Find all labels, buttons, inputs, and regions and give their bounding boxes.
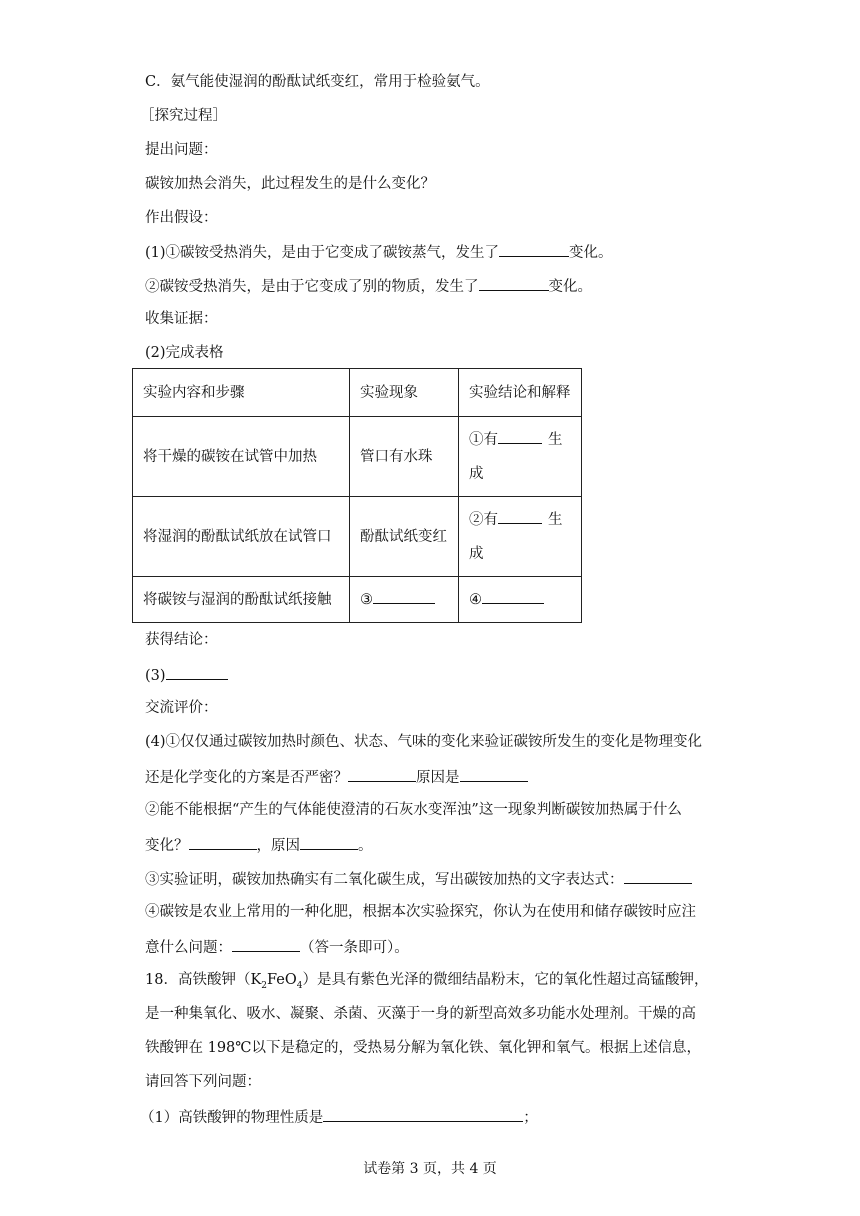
table-cell-step: 将干燥的碳铵在试管中加热	[133, 417, 350, 497]
eval-4-line	[145, 936, 409, 958]
table-cell-phenomenon: 酚酞试纸变红	[350, 497, 459, 577]
q18-part-1-tail: ；	[523, 1110, 538, 1126]
table-row	[133, 417, 582, 497]
l4: 碳铵加热会消失，此过程发生的是什么变化？	[145, 176, 435, 192]
conclusion-a: ②有	[469, 511, 498, 528]
experiment-table	[132, 368, 582, 623]
l23: 请回答下列问题：	[145, 1074, 261, 1090]
blank[interactable]	[189, 834, 257, 850]
eval-1-reason: 原因是	[416, 770, 460, 786]
hypothesis-2-text: ②碳铵受热消失，是由于它变成了别的物质，发生了	[145, 279, 479, 295]
blank[interactable]	[300, 834, 358, 850]
table-cell-conclusion	[459, 577, 582, 623]
eval-1-line	[145, 766, 528, 788]
q18-sub-2: 4	[296, 980, 303, 991]
table-row	[133, 497, 582, 577]
eval-1-text: 还是化学变化的方案是否严密？	[145, 770, 348, 786]
l2: ［探究过程］	[140, 108, 227, 124]
table-row	[133, 577, 582, 623]
table-header: 实验内容和步骤	[133, 369, 350, 417]
eval-3-line	[145, 868, 692, 890]
eval-2-line	[145, 834, 373, 856]
table-header: 实验现象	[350, 369, 459, 417]
table-header-row	[133, 369, 582, 417]
l9: (2)完成表格	[145, 345, 224, 361]
eval-2-tail: 。	[358, 838, 373, 854]
blank[interactable]	[373, 588, 435, 604]
blank[interactable]	[499, 241, 569, 257]
conclusion-b: 生	[548, 511, 563, 528]
hypothesis-1	[145, 241, 613, 263]
blank[interactable]	[498, 428, 542, 444]
l5: 作出假设：	[145, 210, 218, 226]
blank[interactable]	[460, 766, 528, 782]
blank[interactable]	[323, 1106, 523, 1122]
table-cell-conclusion	[459, 497, 582, 577]
hypothesis-2	[145, 275, 592, 297]
conclusion-c: 成	[469, 465, 484, 482]
conclusion-a: ①有	[469, 431, 498, 448]
l1: C．氨气能使湿润的酚酞试纸变红，常用于检验氨气。	[145, 74, 490, 90]
l15: ②能不能根据“产生的气体能使澄清的石灰水变浑浊”这一现象判断碳铵加热属于什么	[145, 802, 682, 818]
l8: 收集证据：	[145, 311, 218, 327]
l22: 铁酸钾在 198℃以下是稳定的，受热易分解为氧化铁、氧化钾和氧气。根据上述信息，	[145, 1040, 702, 1056]
q18-text-a: 18．高铁酸钾（K	[145, 972, 262, 988]
conclusion-a: ④	[469, 591, 482, 608]
table-cell-step: 将湿润的酚酞试纸放在试管口	[133, 497, 350, 577]
l12: 交流评价：	[145, 700, 218, 716]
eval-2-text: 变化？	[145, 838, 189, 854]
eval-3-text: ③实验证明，碳铵加热确实有二氧化碳生成，写出碳铵加热的文字表达式：	[145, 872, 624, 888]
q18-sub-1: 2	[261, 980, 268, 991]
q18-part-1-text: （1）高铁酸钾的物理性质是	[140, 1110, 324, 1126]
table-cell-step: 将碳铵与湿润的酚酞试纸接触	[133, 577, 350, 623]
table-cell-phenomenon: 管口有水珠	[350, 417, 459, 497]
eval-4-text: 意什么问题：	[145, 940, 232, 956]
table-cell-conclusion	[459, 417, 582, 497]
l18: ④碳铵是农业上常用的一种化肥，根据本次实验探究，你认为在使用和储存碳铵时应注	[145, 904, 696, 920]
l3: 提出问题：	[145, 142, 218, 158]
eval-2-reason: ，原因	[256, 838, 300, 854]
page-footer: 试卷第 3 页，共 4 页	[363, 1161, 497, 1177]
table-cell-phenomenon	[350, 577, 459, 623]
l10: 获得结论：	[145, 632, 218, 648]
l13: (4)①仅仅通过碳铵加热时颜色、状态、气味的变化来验证碳铵所发生的变化是物理变化	[145, 734, 703, 750]
blank[interactable]	[498, 508, 542, 524]
q18-part-1-line	[140, 1106, 538, 1128]
conclusion-b: 生	[548, 431, 563, 448]
blank[interactable]	[232, 936, 300, 952]
q18-text-b: FeO	[267, 972, 297, 988]
blank[interactable]	[348, 766, 416, 782]
conclusion-line	[145, 664, 228, 686]
question-18-line	[145, 970, 709, 996]
hypothesis-1-tail: 变化。	[569, 245, 613, 261]
conclusion-c: 成	[469, 545, 484, 562]
blank[interactable]	[166, 664, 228, 680]
blank[interactable]	[482, 588, 544, 604]
q18-text-c: ）是具有紫色光泽的微细结晶粉末，它的氧化性超过高锰酸钾，	[302, 972, 709, 988]
hypothesis-1-text: (1)①碳铵受热消失，是由于它变成了碳铵蒸气，发生了	[145, 245, 500, 261]
eval-4-tail: （答一条即可）。	[300, 940, 409, 956]
hypothesis-2-tail: 变化。	[548, 279, 592, 295]
table-header: 实验结论和解释	[459, 369, 582, 417]
conclusion-label: (3)	[145, 668, 166, 684]
blank[interactable]	[624, 868, 692, 884]
phenomenon-label: ③	[360, 591, 373, 608]
l21: 是一种集氧化、吸水、凝聚、杀菌、灭藻于一身的新型高效多功能水处理剂。干燥的高	[145, 1006, 696, 1022]
blank[interactable]	[479, 275, 549, 291]
